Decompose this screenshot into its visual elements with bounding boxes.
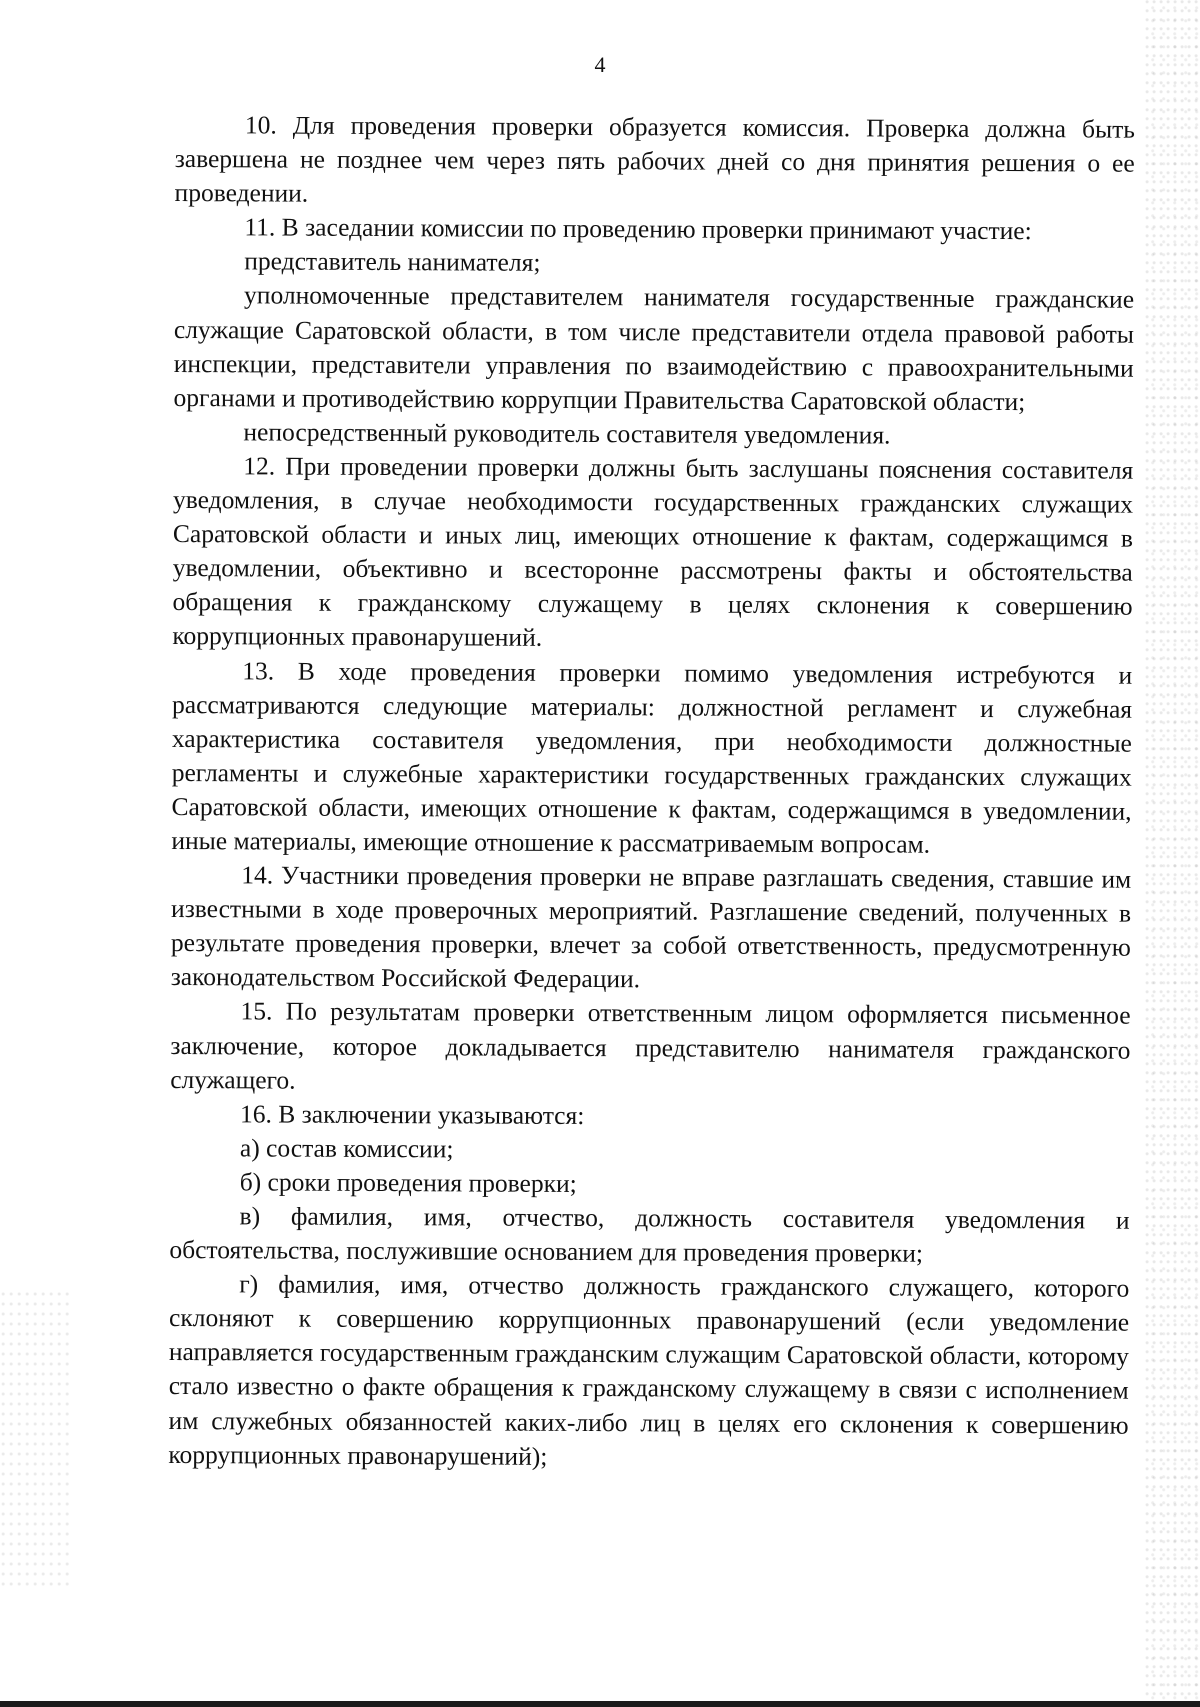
document-body [168, 108, 1135, 1476]
paragraph-12: 12. При проведении проверки должны быть заслушаны пояснения составителя уведомления, в случае необходимости государственных гражданских служащих Саратовской области и иных лиц, имеющих отношение к фактам, содержащимся в уведомлении, объективно и всесторонне рассмотрены факты и обстоятельства обращения к гражданскому служащему в целях склонения к совершению коррупционных правонарушений. [172, 451, 1134, 653]
list-item-direct-supervisor: непосредственный руководитель составителя уведомления. [243, 417, 891, 450]
scan-noise-right [1145, 0, 1200, 1707]
scan-noise-left [0, 1290, 70, 1590]
paragraph-11: 11. В заседании комиссии по проведению проверки принимают участие: [244, 212, 1032, 246]
list-item-g: г) фамилия, имя, отчество должность гражданского служащего, которого склоняют к совершению коррупционных правонарушений (если уведомление направляется государственным гражданским служащим Саратовской области, которому стало известно о факте обращения к гражданскому служащему в связи с исполнением им служебных обязанностей каких-либо лиц в целях его склонения к совершению коррупционных правонарушений); [168, 1269, 1130, 1471]
list-item-a: а) состав комиссии; [239, 1133, 454, 1164]
page-number: 4 [594, 52, 606, 77]
list-item-b: б) сроки проведения проверки; [239, 1167, 577, 1198]
paragraph-14: 14. Участники проведения проверки не вправе разглашать сведения, ставшие им известными в ходе проверочных мероприятий. Разглашение сведений, полученных в результате проведения проверки, влечет за собой ответственность, предусмотренную законодательством Российской Федерации. [170, 860, 1132, 994]
list-item-v: в) фамилия, имя, отчество, должность составителя уведомления и обстоятельства, послужившие основанием для проведения проверки; [169, 1201, 1130, 1268]
list-item-representative: представитель нанимателя; [244, 246, 541, 278]
list-item-authorized-officials: уполномоченные представителем нанимателя государственные гражданские служащие Саратовской области, в том числе представители отдела правовой работы инспекции, представители управления по взаимодействию с правоохранительными органами и противодействию коррупции Правительства Саратовской области; [173, 280, 1135, 416]
paragraph-10: 10. Для проведения проверки образуется комиссия. Проверка должна быть завершена не позднее чем через пять рабочих дней со дня принятия решения о ее проведении. [174, 110, 1135, 208]
paragraph-15: 15. По результатам проверки ответственным лицом оформляется письменное заключение, которое докладывается представителю нанимателя гражданского служащего. [170, 996, 1131, 1095]
paragraph-16: 16. В заключении указываются: [240, 1099, 585, 1130]
scan-border-bottom [0, 1701, 1200, 1707]
paragraph-13: 13. В ходе проведения проверки помимо уведомления истребуются и рассматриваются следующие материалы: должностной регламент и служебная характеристика составителя уведомления, при необходимости должностные регламенты и служебные характеристики государственных гражданских служащих Саратовской области, имеющих отношение к фактам, содержащимся в уведомлении, иные материалы, имеющие отношение к рассматриваемым вопросам. [171, 655, 1133, 859]
